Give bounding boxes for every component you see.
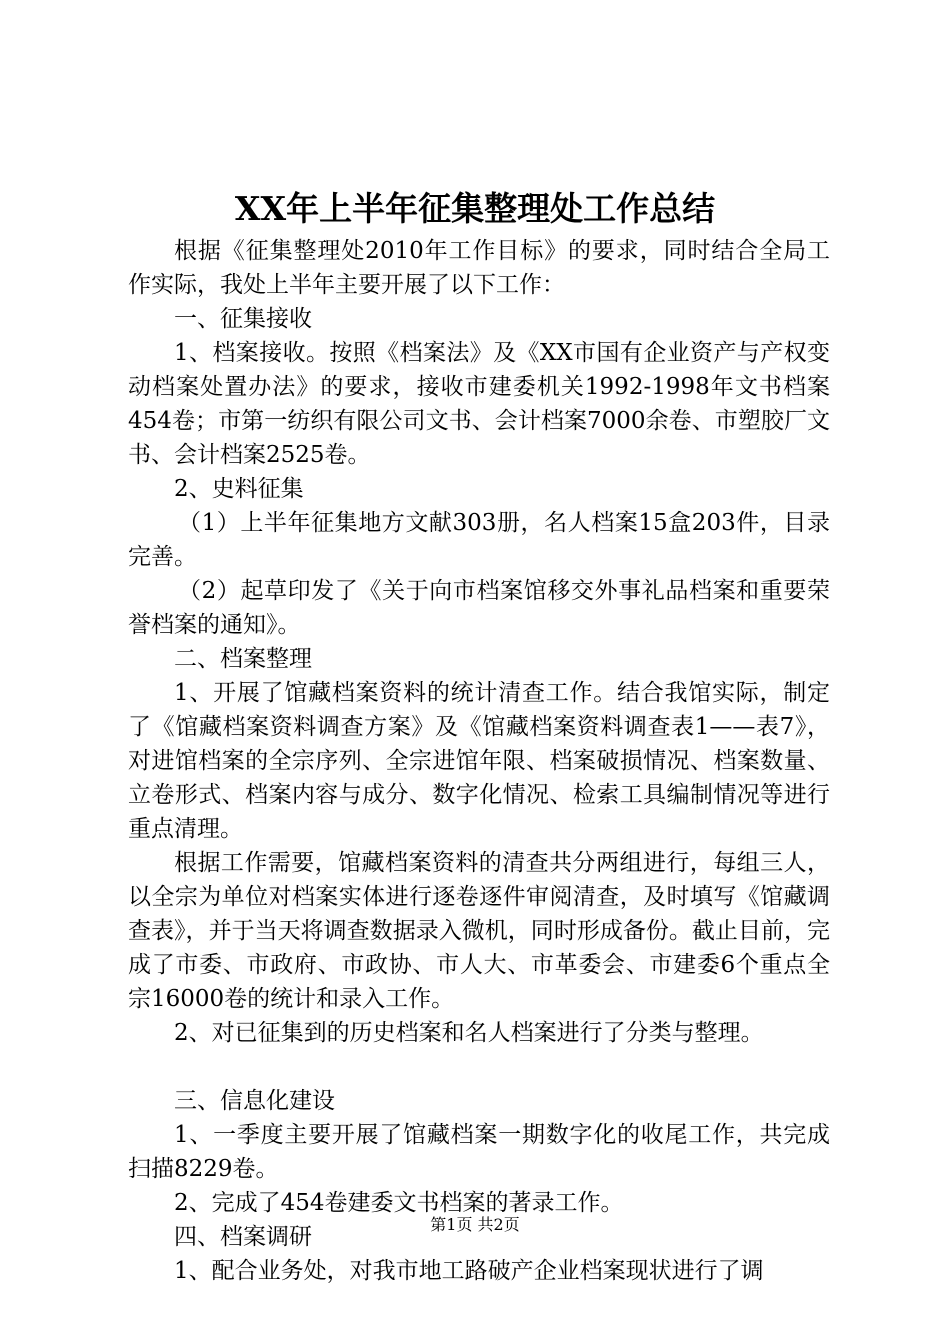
paragraph-classification: 2、对已征集到的历史档案和名人档案进行了分类与整理。 — [174, 1020, 764, 1046]
subheading-historical-collection: 2、史料征集 — [174, 476, 304, 502]
section-heading-1: 一、征集接收 — [174, 306, 312, 332]
paragraph-research: 1、配合业务处，对我市地工路破产企业档案现状进行了调 — [174, 1258, 764, 1284]
paragraph-archive-receiving: 1、档案接收。按照《档案法》及《XX市国有企业资产与产权变动档案处置办法》的要求，接收市建委机关1992-1998年文书档案454卷；市第一纺织有限公司文书、会计档案7000余卷、市塑胶厂文书、会计档案2525卷。 — [128, 340, 830, 468]
document-body — [128, 234, 830, 1288]
section-heading-4: 四、档案调研 — [174, 1224, 312, 1250]
paragraph-local-literature: （1）上半年征集地方文献303册，名人档案15盒203件，目录完善。 — [128, 510, 830, 570]
document-title: XX年上半年征集整理处工作总结 — [234, 189, 716, 228]
paragraph-check-groups: 根据工作需要，馆藏档案资料的清查共分两组进行，每组三人，以全宗为单位对档案实体进行逐卷逐件审阅清查，及时填写《馆藏调查表》，并于当天将调查数据录入微机，同时形成备份。截止目前，完成了市委、市政府、市政协、市人大、市革委会、市建委6个重点全宗16000卷的统计和录入工作。 — [128, 850, 830, 1012]
paragraph-notice-drafted: （2）起草印发了《关于向市档案馆移交外事礼品档案和重要荣誉档案的通知》。 — [128, 578, 830, 638]
section-heading-2: 二、档案整理 — [174, 646, 312, 672]
page-footer: 第1页 共2页 — [430, 1215, 520, 1234]
blank-line — [128, 1050, 830, 1084]
section-heading-3: 三、信息化建设 — [174, 1088, 335, 1114]
paragraph-digitization: 1、一季度主要开展了馆藏档案一期数字化的收尾工作，共完成扫描8229卷。 — [128, 1122, 830, 1182]
paragraph-cataloging: 2、完成了454卷建委文书档案的著录工作。 — [174, 1190, 624, 1216]
intro-paragraph: 根据《征集整理处2010年工作目标》的要求，同时结合全局工作实际，我处上半年主要开展了以下工作： — [128, 238, 830, 298]
paragraph-statistics-check: 1、开展了馆藏档案资料的统计清查工作。结合我馆实际，制定了《馆藏档案资料调查方案》及《馆藏档案资料调查表1——表7》，对进馆档案的全宗序列、全宗进馆年限、档案破损情况、档案数量、立卷形式、档案内容与成分、数字化情况、检索工具编制情况等进行重点清理。 — [128, 680, 830, 842]
